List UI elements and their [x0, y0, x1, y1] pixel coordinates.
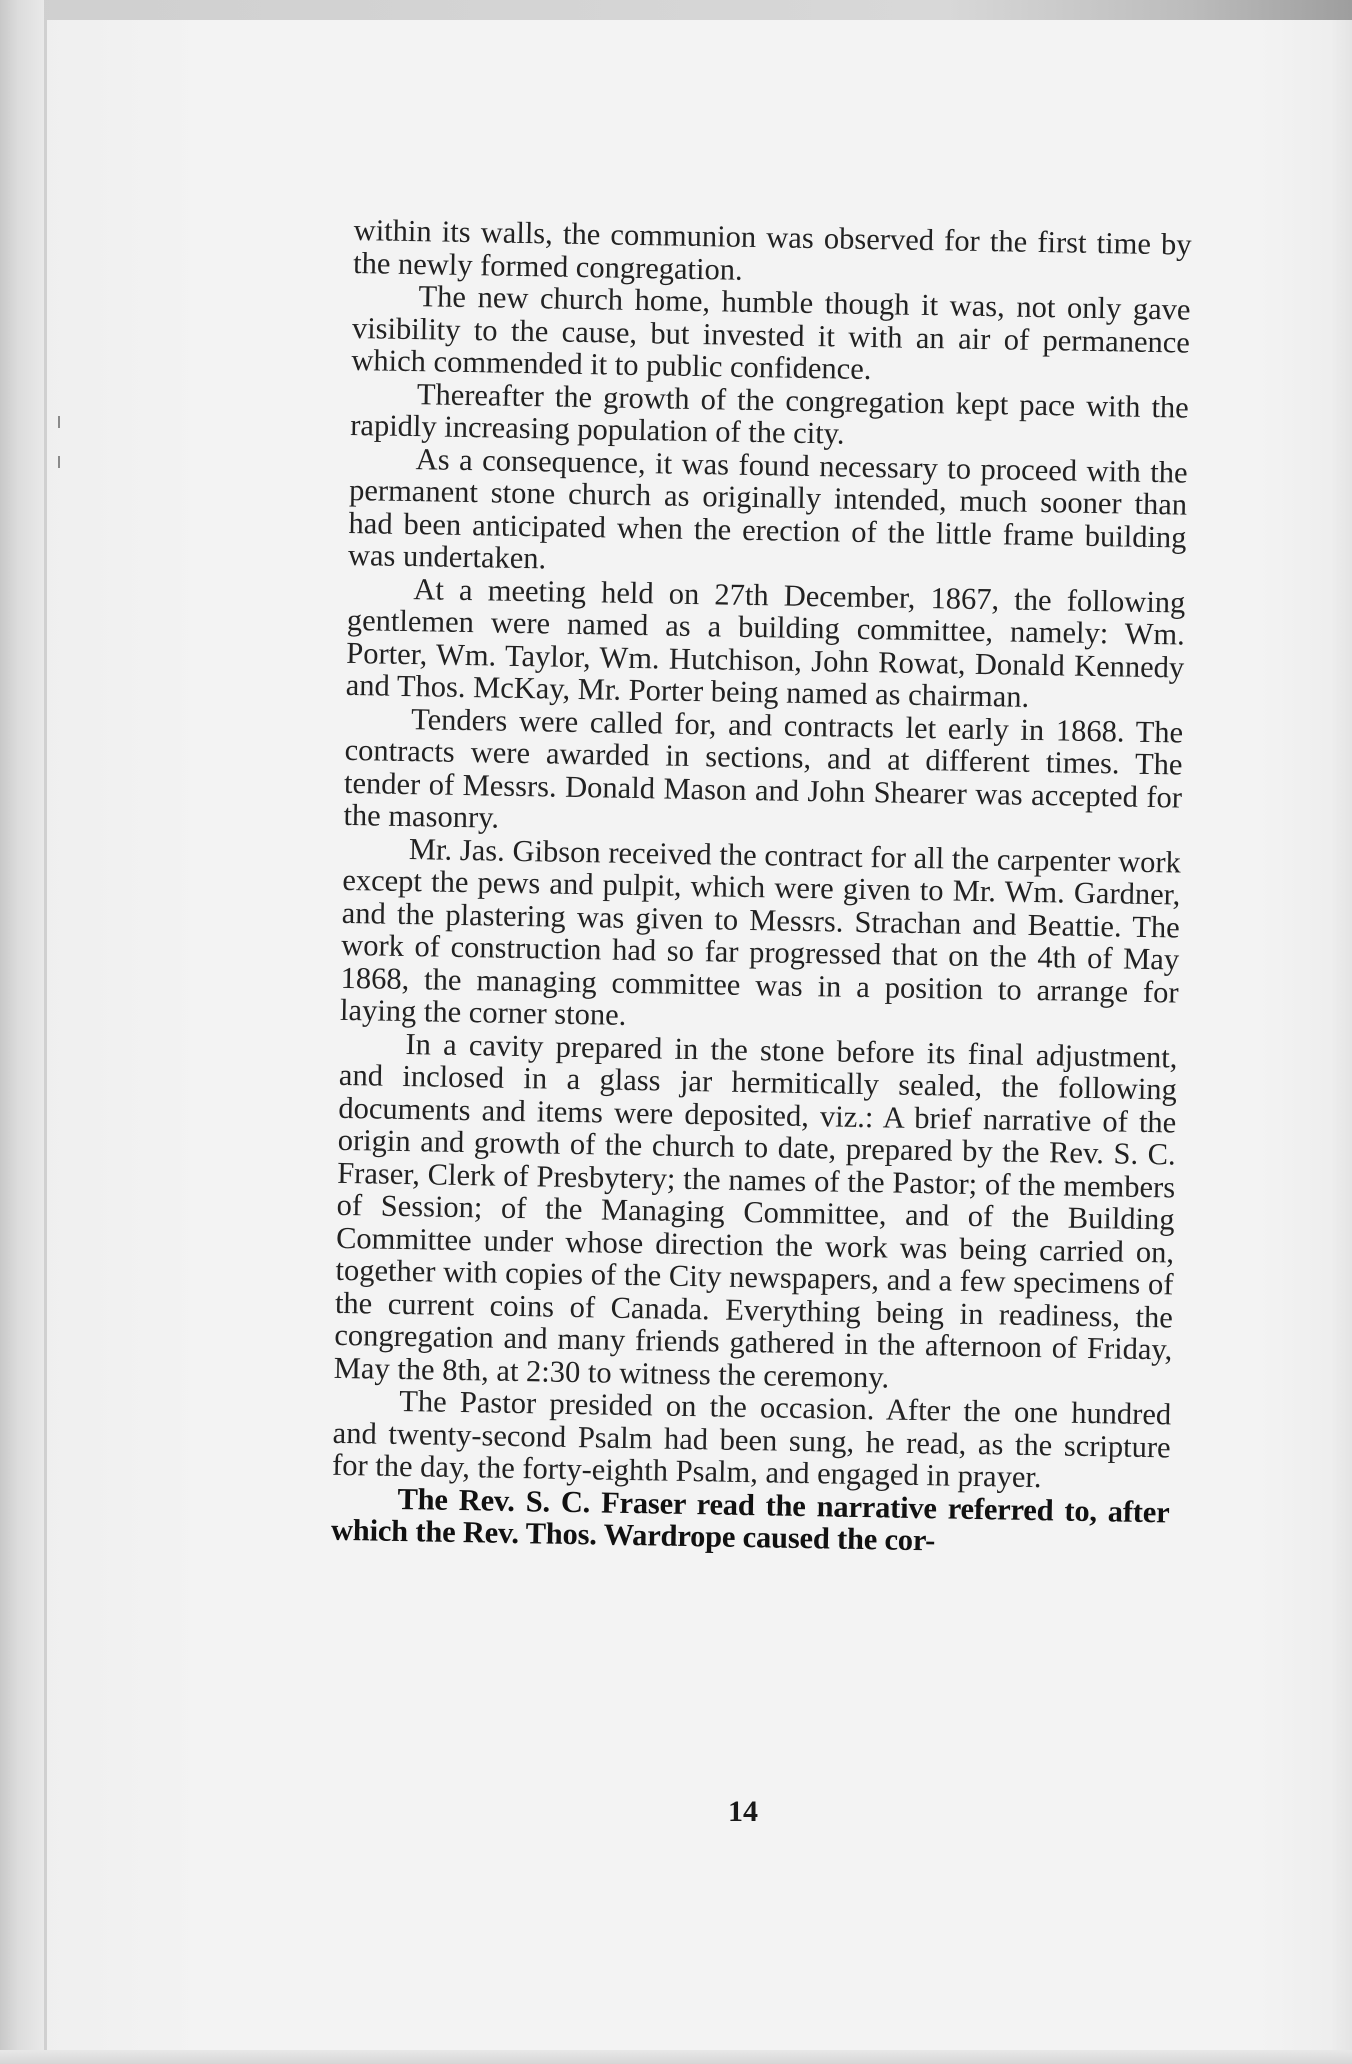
binding-edge: [0, 0, 44, 2064]
scan-speck: [58, 456, 60, 468]
scan-speck: [58, 416, 60, 428]
paragraph: At a meeting held on 27th December, 1867, the following gentlemen were named as a building committee, namely: Wm. Porter, Wm. Taylor, Wm. Hutchison, John Rowat, Donald Kennedy and Thos. McKay, Mr. Porter being named as chairman.: [345, 571, 1186, 714]
paragraph: within its walls, the communion was observed for the first time by the newly formed congregation.: [352, 213, 1192, 287]
paragraph: The Pastor presided on the occasion. After the one hundred and twenty-second Psalm had been sung, he read, as the scripture for the day, the forty-eighth Psalm, and engaged in prayer.: [331, 1383, 1172, 1495]
paragraph: Mr. Jas. Gibson received the contract for all the carpenter work except the pews and pulpit, which were given to Mr. Wm. Gardner, and the plastering was given to Messrs. Strachan and Beattie. The work of construction had so far progressed that on the 4th of May 1868, the managing committee was in a position to arrange for laying the corner stone.: [339, 831, 1182, 1032]
binding-rule: [44, 20, 47, 2060]
paragraph: The new church home, humble though it was, not only gave visibility to the cause, but invested it with an air of permanence which commended it to public confidence.: [351, 279, 1191, 387]
paragraph: The Rev. S. C. Fraser read the narrative referred to, after which the Rev. Thos. Wardrope caused the cor-: [330, 1481, 1170, 1558]
scan-bottom-shadow: [0, 2050, 1352, 2064]
paragraph: As a consequence, it was found necessary to proceed with the permanent stone church as originally intended, much sooner than had been anticipated when the erection of the little frame building was undertaken.: [347, 441, 1188, 576]
paragraph: In a cavity prepared in the stone before its final adjustment, and inclosed in a glass jar hermitically sealed, the following documents and items were deposited, viz.: A brief narrative of the origin and growth of the church to date, prepared by the Rev. S. C. Fraser, Clerk of Presbytery; the names of the Pastor; of the members of Session; of the Managing Committee, and of the Building Committee under whose direction the work was being carried on, together with copies of the City newspapers, and a few specimens of the current coins of Canada. Everything being in readiness, the congregation and many friends gathered in the afternoon of Friday, May the 8th, at 2:30 to witness the ceremony.: [333, 1026, 1178, 1395]
paragraph: Thereafter the growth of the congregation kept pace with the rapidly increasing population of the city.: [350, 376, 1190, 451]
paragraph: Tenders were called for, and contracts let early in 1868. The contracts were awarded in sections, and at different times. The tender of Messrs. Donald Mason and John Shearer was accepted for the masonry.: [343, 701, 1184, 835]
page-number: 14: [728, 1795, 758, 1828]
scan-top-shadow: [0, 0, 1352, 20]
body-text: [331, 214, 1192, 1561]
